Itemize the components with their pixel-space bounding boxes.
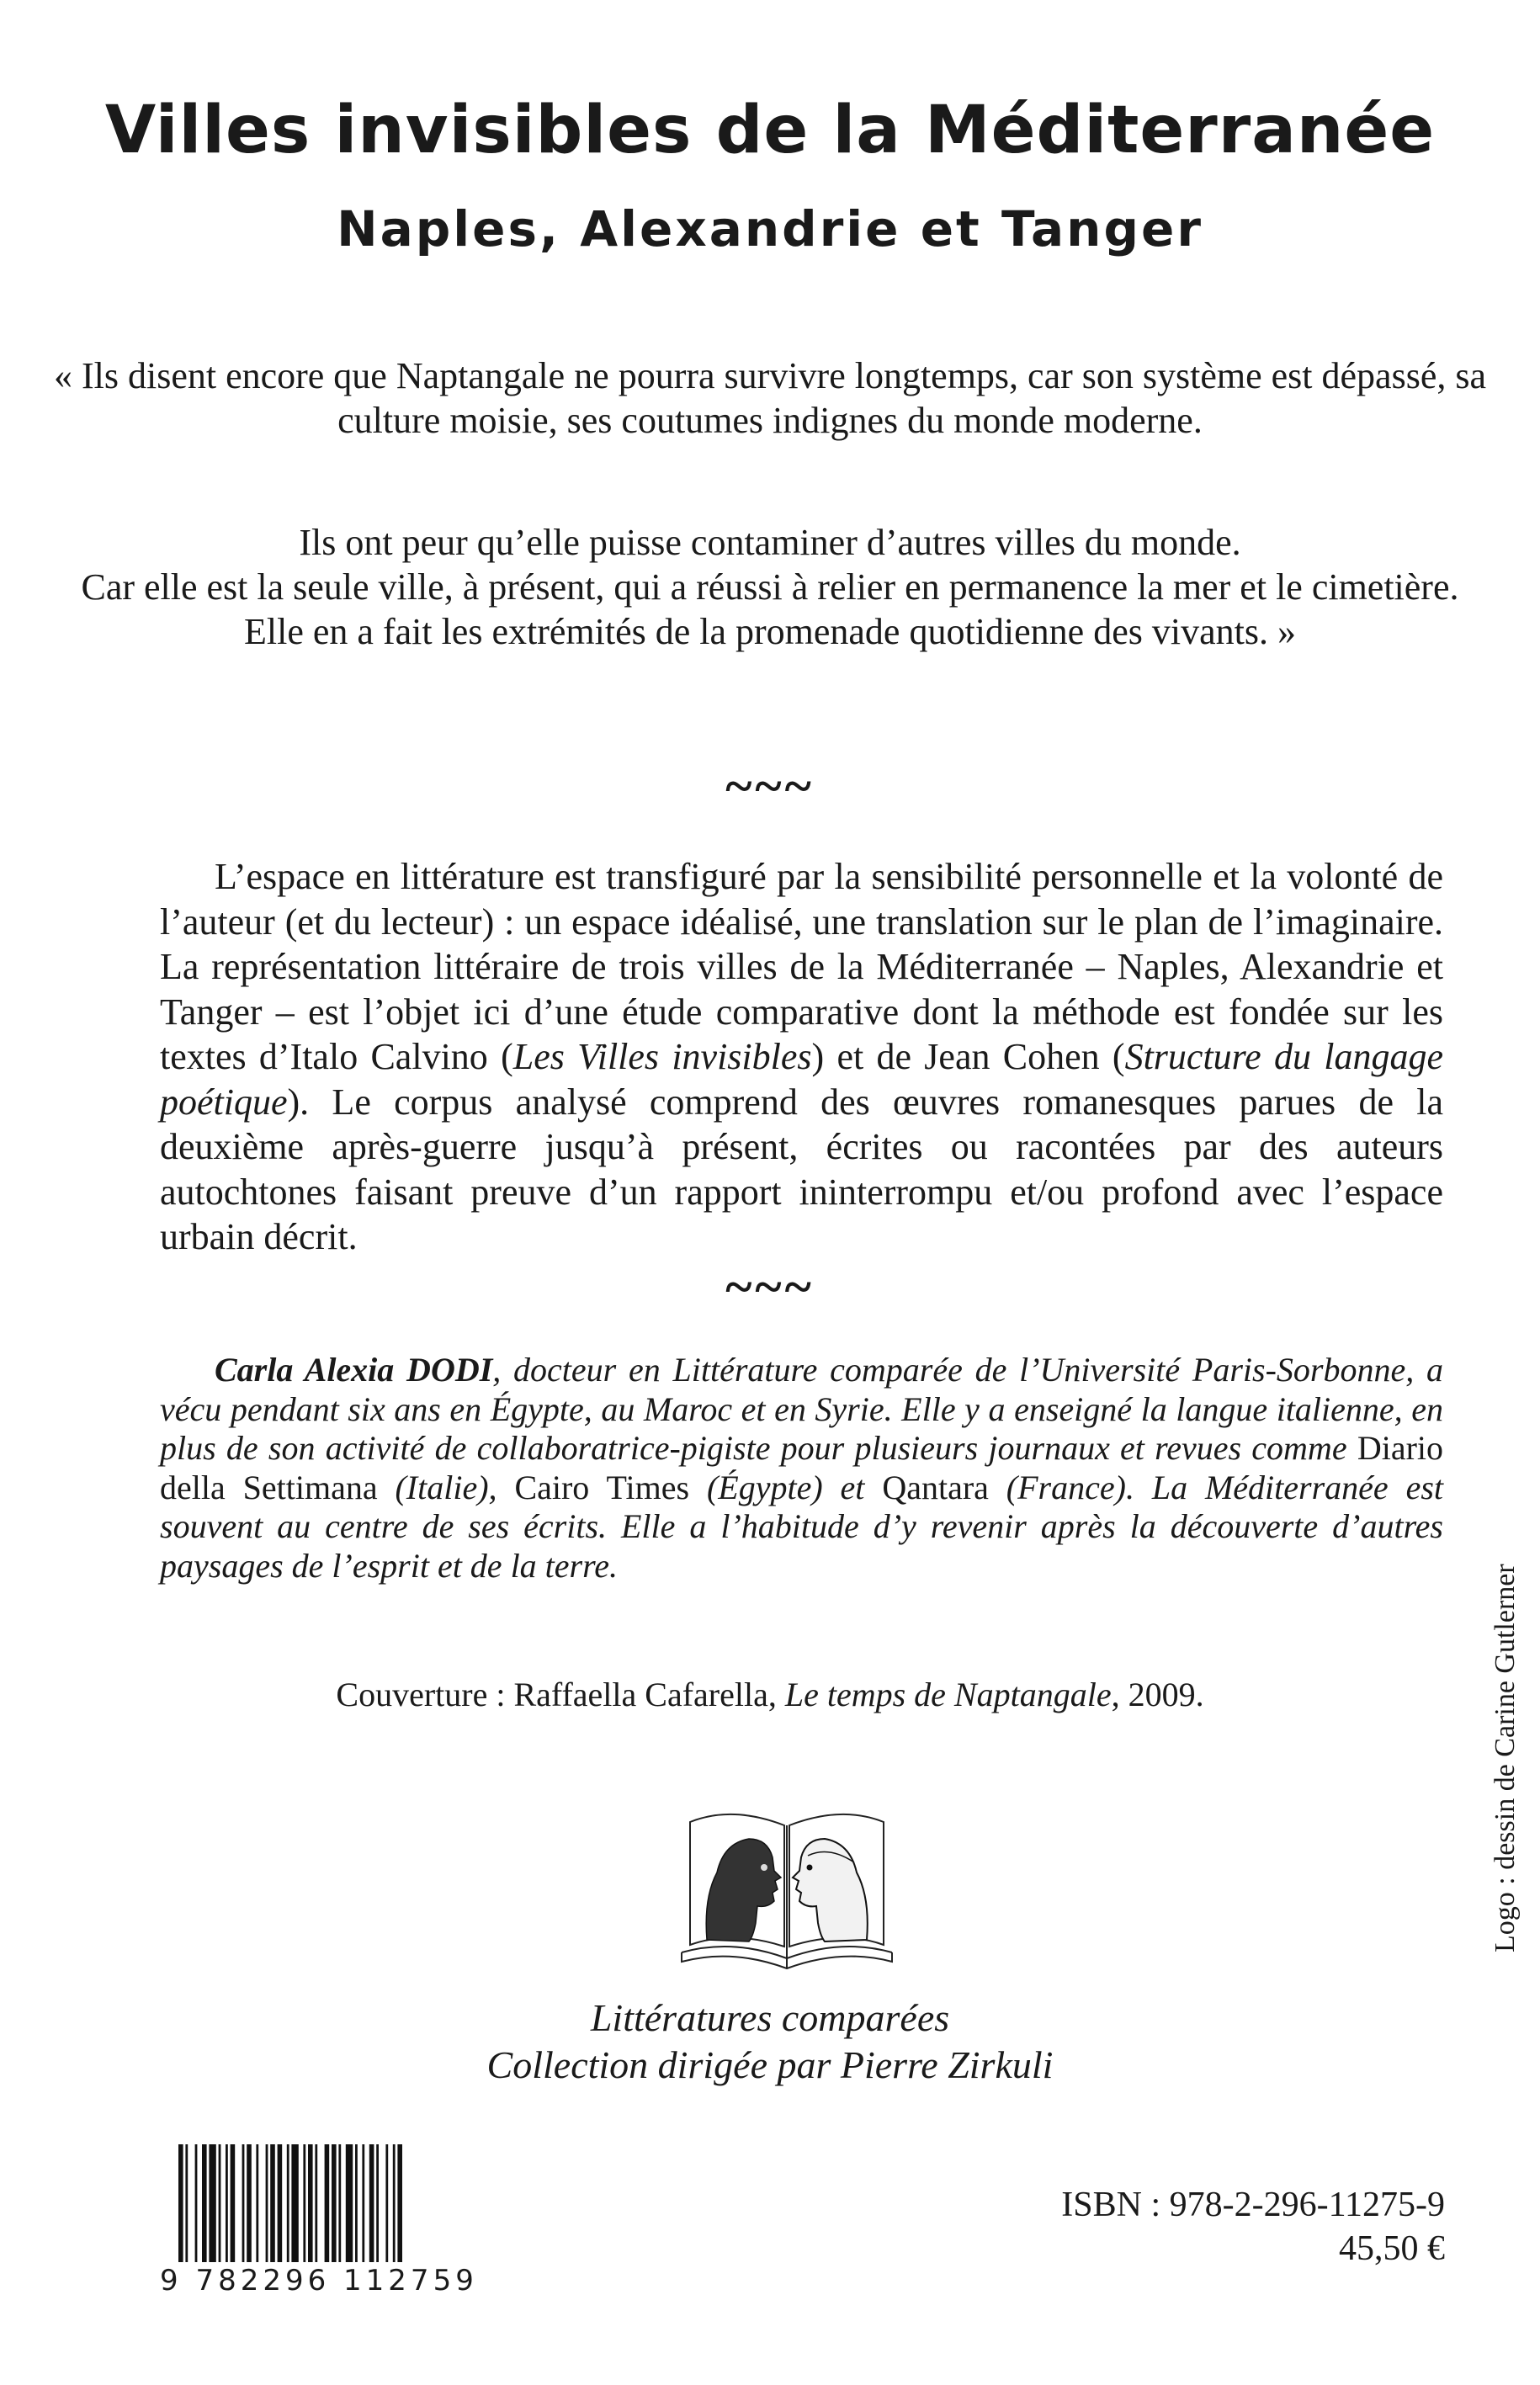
quote-line-2: Car elle est la seule ville, à présent, qui a réussi à relier en permanence la mer et le cimetière. bbox=[81, 566, 1459, 608]
description-text-3: ). Le corpus analysé comprend des œuvres romanesques parues de la deuxième après-guerre jusqu’à présent, écrites ou racontées par des auteurs autochtones faisant preuve d’un rapport ininterrompu et/ou profond avec l’espace urbain décrit. bbox=[160, 1081, 1443, 1257]
collection-info bbox=[0, 1995, 1540, 2089]
quote-text-1: « Ils disent encore que Naptangale ne pourra survivre longtemps, car son système est dépassé, sa culture moisie, ses coutumes indignes du monde moderne. bbox=[53, 355, 1487, 441]
logo-credit: Logo : dessin de Carine Gutlerner bbox=[1490, 1564, 1521, 1952]
description-text-2: ) et de Jean Cohen ( bbox=[811, 1036, 1125, 1077]
book-description bbox=[160, 854, 1443, 1260]
bio-text-3: (Égypte) et bbox=[689, 1468, 883, 1506]
work-title-calvino: Les Villes invisibles bbox=[512, 1036, 812, 1077]
collection-logo-icon bbox=[673, 1797, 900, 1982]
book-title: Villes invisibles de la Méditerranée bbox=[104, 93, 1436, 168]
quote-line-3: Elle en a fait les extrémités de la promenade quotidienne des vivants. » bbox=[244, 611, 1296, 652]
journal-cairo-times: Cairo Times bbox=[514, 1468, 690, 1506]
separator-1: ~~~ bbox=[725, 758, 815, 814]
collection-director: Collection dirigée par Pierre Zirkuli bbox=[486, 2043, 1054, 2086]
collection-name: Littératures comparées bbox=[590, 1996, 950, 2039]
work-title-cohen: Structure du langage poétique bbox=[160, 1036, 1444, 1123]
barcode-icon bbox=[160, 2144, 471, 2271]
quote-paragraph-2 bbox=[0, 520, 1540, 654]
barcode-digits: 9 782296 112759 bbox=[160, 2264, 478, 2297]
price: 45,50 € bbox=[1339, 2229, 1445, 2268]
isbn: ISBN : 978-2-296-11275-9 bbox=[1061, 2186, 1445, 2224]
quote-paragraph-1 bbox=[0, 353, 1540, 443]
separator-2: ~~~ bbox=[725, 1259, 815, 1315]
author-name: Carla Alexia DODI bbox=[215, 1351, 493, 1389]
journal-qantara: Qantara bbox=[882, 1468, 989, 1506]
author-bio bbox=[160, 1351, 1443, 1586]
bio-text-2: (Italie), bbox=[377, 1468, 515, 1506]
cover-credit bbox=[0, 1675, 1540, 1714]
book-subtitle: Naples, Alexandrie et Tanger bbox=[337, 200, 1203, 258]
journal-diario: Diario della Settimana bbox=[160, 1429, 1443, 1506]
cover-credit-prefix: Couverture : Raffaella Cafarella, bbox=[336, 1676, 785, 1713]
cover-work-title: Le temps de Naptangale bbox=[784, 1676, 1112, 1713]
bio-text-1: , docteur en Littérature comparée de l’Université Paris-Sorbonne, a vécu pendant six ans en Égypte, au Maroc et en Syrie. Elle y a enseigné la langue italienne, en plus de son activité de collaboratrice-pigiste pour plusieurs journaux et revues comme bbox=[160, 1351, 1443, 1467]
bio-text-4: (France). La Méditerranée est souvent au centre de ses écrits. Elle a l’habitude d’y revenir après la découverte d’autres paysages de l’esprit et de la terre. bbox=[160, 1468, 1444, 1585]
description-text-1: L’espace en littérature est transfiguré par la sensibilité personnelle et la volonté de l’auteur (et du lecteur) : un espace idéalisé, une translation sur le plan de l’imaginaire. La représentation littéraire de trois villes de la Méditerranée – Naples, Alexandrie et Tanger – est l’objet ici d’une étude comparative dont la méthode est fondée sur les textes d’Italo Calvino ( bbox=[160, 856, 1443, 1077]
cover-credit-suffix: , 2009. bbox=[1111, 1676, 1204, 1713]
quote-line-1: Ils ont peur qu’elle puisse contaminer d’autres villes du monde. bbox=[299, 522, 1241, 563]
